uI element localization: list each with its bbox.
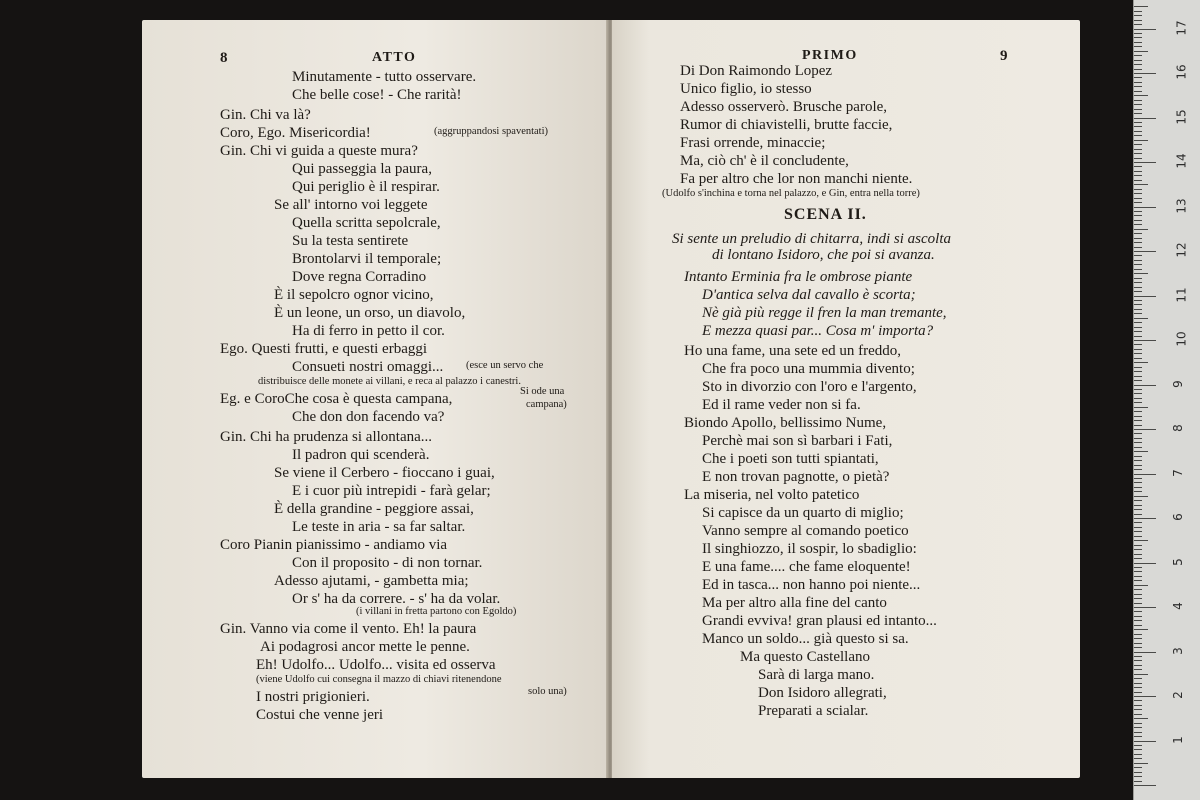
left-text-line: Se all' intorno voi leggete [274, 197, 428, 213]
ruler-tick [1134, 442, 1142, 443]
ruler-number: 14 [1174, 153, 1189, 169]
ruler-tick [1134, 491, 1142, 492]
ruler-tick [1134, 460, 1142, 461]
left-text-line: (viene Udolfo cui consegna il mazzo di chiavi ritenendone [256, 674, 502, 685]
ruler-tick [1134, 207, 1156, 208]
ruler-tick [1134, 215, 1142, 216]
left-text-line: (esce un servo che [466, 360, 544, 371]
ruler-tick [1134, 193, 1142, 194]
ruler-tick [1134, 514, 1142, 515]
ruler-tick [1134, 451, 1148, 452]
ruler-tick [1134, 474, 1156, 475]
ruler-tick [1134, 647, 1142, 648]
left-text-line: Gin. Chi vi guida a queste mura? [220, 143, 418, 159]
ruler-tick [1134, 763, 1148, 764]
ruler-tick [1134, 198, 1142, 199]
ruler-tick [1134, 309, 1142, 310]
right-text-line: Si sente un preludio di chitarra, indi si ascolta [672, 231, 952, 247]
ruler-tick [1134, 425, 1142, 426]
ruler-tick [1134, 11, 1142, 12]
ruler-tick [1134, 86, 1142, 87]
ruler-tick [1134, 55, 1142, 56]
ruler-tick [1134, 336, 1142, 337]
right-text-line: Che fra poco una mummia divento; [702, 361, 915, 377]
ruler-tick [1134, 527, 1142, 528]
ruler-tick [1134, 77, 1142, 78]
right-text-line: Vanno sempre al comando poetico [702, 523, 909, 539]
ruler-number: 5 [1170, 557, 1185, 566]
ruler-tick [1134, 104, 1142, 105]
right-text-line: E una fame.... che fame eloquente! [702, 559, 911, 575]
ruler-tick [1134, 304, 1142, 305]
ruler-number: 13 [1174, 197, 1189, 214]
ruler-tick [1134, 322, 1142, 323]
right-text-line: di lontano Isidoro, che poi si avanza. [712, 247, 935, 263]
ruler-tick [1134, 140, 1148, 141]
right-text-line: D'antica selva dal cavallo è scorta; [702, 287, 916, 303]
ruler-tick [1134, 29, 1156, 30]
ruler-tick [1134, 60, 1142, 61]
measuring-ruler [1133, 0, 1200, 800]
ruler-tick [1134, 393, 1142, 394]
left-text-line: Gin. Chi ha prudenza si allontana... [220, 429, 433, 445]
ruler-tick [1134, 536, 1142, 537]
ruler-tick [1134, 482, 1142, 483]
scene-title: SCENA II. [784, 206, 867, 223]
ruler-tick [1134, 100, 1142, 101]
left-text-line: Ego. Questi frutti, e questi erbaggi [220, 341, 428, 357]
ruler-tick [1134, 781, 1142, 782]
right-text-line: Grandi evviva! gran plausi ed intanto... [702, 613, 937, 629]
ruler-tick [1134, 669, 1142, 670]
ruler-tick [1134, 269, 1142, 270]
ruler-tick [1134, 189, 1142, 190]
ruler-tick [1134, 545, 1142, 546]
left-text-line: Il padron qui scenderà. [292, 447, 430, 463]
ruler-tick [1134, 42, 1142, 43]
left-text-line: Adesso ajutami, - gambetta mia; [274, 573, 469, 589]
ruler-number: 10 [1174, 331, 1189, 347]
ruler-tick [1134, 113, 1142, 114]
ruler-tick [1134, 313, 1142, 314]
ruler-tick [1134, 505, 1142, 506]
ruler-tick [1134, 149, 1142, 150]
right-text-line: Frasi orrende, minaccie; [680, 135, 826, 151]
ruler-tick [1134, 754, 1142, 755]
left-text-line: Minutamente - tutto osservare. [292, 69, 477, 85]
ruler-number: 4 [1170, 602, 1185, 610]
ruler-tick [1134, 73, 1156, 74]
left-text-line: Consueti nostri omaggi... [292, 359, 444, 375]
ruler-tick [1134, 549, 1142, 550]
ruler-tick [1134, 144, 1142, 145]
left-text-line: (aggruppandosi spaventati) [434, 126, 549, 137]
left-text-line: (i villani in fretta partono con Egoldo) [356, 606, 517, 617]
ruler-tick [1134, 300, 1142, 301]
left-text-line: E i cuor più intrepidi - farà gelar; [292, 483, 491, 499]
ruler-tick [1134, 429, 1156, 430]
ruler-tick [1134, 598, 1142, 599]
ruler-number: 17 [1174, 19, 1189, 36]
right-text-line: Ed il rame veder non si fa. [702, 397, 861, 413]
left-text-line: Se viene il Cerbero - fioccano i guai, [274, 465, 495, 481]
left-text-line: Dove regna Corradino [292, 269, 427, 285]
left-text-line: Si ode una [520, 386, 565, 397]
ruler-tick [1134, 282, 1142, 283]
left-text-line: campana) [526, 399, 567, 410]
ruler-tick [1134, 367, 1142, 368]
left-text-line: Le teste in aria - sa far saltar. [292, 519, 466, 535]
ruler-tick [1134, 758, 1142, 759]
ruler-tick [1134, 611, 1142, 612]
ruler-tick [1134, 166, 1142, 167]
ruler-tick [1134, 727, 1142, 728]
ruler-tick [1134, 260, 1142, 261]
ruler-tick [1134, 91, 1142, 92]
ruler-tick [1134, 554, 1142, 555]
left-text-line: Con il proposito - di non tornar. [292, 555, 483, 571]
ruler-tick [1134, 6, 1148, 7]
ruler-tick [1134, 278, 1142, 279]
left-text-line: Eh! Udolfo... Udolfo... visita ed osserva [256, 657, 496, 673]
right-text-line: Rumor di chiavistelli, brutte faccie, [680, 117, 893, 133]
ruler-tick [1134, 180, 1142, 181]
right-text-line: Sto in divorzio con l'oro e l'argento, [702, 379, 917, 395]
ruler-number: 15 [1174, 108, 1189, 125]
ruler-tick [1134, 749, 1142, 750]
ruler-tick [1134, 433, 1142, 434]
ruler-tick [1134, 625, 1142, 626]
ruler-tick [1134, 318, 1148, 319]
ruler-tick [1134, 531, 1142, 532]
ruler-tick [1134, 37, 1142, 38]
ruler-tick [1134, 741, 1156, 742]
left-text-line: Gin. Vanno via come il vento. Eh! la paura [220, 621, 477, 637]
ruler-tick [1134, 692, 1142, 693]
left-text-line: Coro Pianin pianissimo - andiamo via [220, 537, 448, 553]
ruler-number: 6 [1170, 513, 1185, 521]
ruler-tick [1134, 500, 1142, 501]
right-text-line: Biondo Apollo, bellissimo Nume, [684, 415, 887, 431]
right-text-line: Fa per altro che lor non manchi niente. [680, 171, 913, 187]
right-text-line: Adesso osserverò. Brusche parole, [680, 99, 888, 115]
left-text-line: Quella scritta sepolcrale, [292, 215, 441, 231]
ruler-tick [1134, 656, 1142, 657]
ruler-tick [1134, 776, 1142, 777]
right-text-line: Ma per altro alla fine del canto [702, 595, 887, 611]
ruler-tick [1134, 69, 1142, 70]
ruler-tick [1134, 398, 1142, 399]
ruler-tick [1134, 402, 1142, 403]
ruler-tick [1134, 371, 1142, 372]
left-text-line: Gin. Chi va là? [220, 107, 311, 123]
ruler-tick [1134, 438, 1142, 439]
right-text-line: Ma, ciò ch' è il concludente, [680, 153, 849, 169]
left-text-line: Ai podagrosi ancor mette le penne. [260, 639, 470, 655]
right-text-line: Perchè mai son sì barbari i Fati, [702, 433, 893, 449]
ruler-tick [1134, 732, 1142, 733]
ruler-tick [1134, 522, 1142, 523]
ruler-tick [1134, 109, 1142, 110]
ruler-tick [1134, 287, 1142, 288]
left-text-line: Coro, Ego. Misericordia! [220, 125, 371, 141]
ruler-tick [1134, 122, 1142, 123]
ruler-tick [1134, 211, 1142, 212]
ruler-tick [1134, 687, 1142, 688]
left-text-line: Brontolarvi il temporale; [292, 251, 442, 267]
ruler-tick [1134, 331, 1142, 332]
ruler-tick [1134, 465, 1142, 466]
right-text-line: Si capisce da un quarto di miglio; [702, 505, 904, 521]
ruler-tick [1134, 224, 1142, 225]
ruler-tick [1134, 380, 1142, 381]
ruler-number: 16 [1174, 64, 1189, 80]
right-text-line: Di Don Raimondo Lopez [680, 63, 833, 79]
ruler-tick [1134, 46, 1142, 47]
ruler-tick [1134, 665, 1142, 666]
ruler-tick [1134, 389, 1142, 390]
ruler-tick [1134, 291, 1142, 292]
ruler-tick [1134, 358, 1142, 359]
ruler-tick [1134, 709, 1142, 710]
ruler-tick [1134, 229, 1148, 230]
ruler-tick [1134, 340, 1156, 341]
right-text-line: E mezza quasi par... Cosa m' importa? [702, 323, 934, 339]
ruler-tick [1134, 629, 1148, 630]
left-text-line: È il sepolcro ognor vicino, [274, 287, 434, 303]
ruler-tick [1134, 638, 1142, 639]
ruler-tick [1134, 487, 1142, 488]
ruler-tick [1134, 580, 1142, 581]
ruler-tick [1134, 296, 1156, 297]
ruler-tick [1134, 589, 1142, 590]
ruler-tick [1134, 82, 1142, 83]
right-text-line: Ho una fame, una sete ed un freddo, [684, 343, 902, 359]
ruler-tick [1134, 469, 1142, 470]
right-text-line: Don Isidoro allegrati, [758, 685, 887, 701]
ruler-tick [1134, 509, 1142, 510]
left-page [142, 20, 608, 778]
ruler-tick [1134, 64, 1142, 65]
ruler-tick [1134, 247, 1142, 248]
ruler-tick [1134, 202, 1142, 203]
right-text-line: Unico figlio, io stesso [680, 81, 812, 97]
right-text-line: Il singhiozzo, il sospir, lo sbadiglio: [702, 541, 917, 557]
ruler-tick [1134, 15, 1142, 16]
left-text-line: solo una) [528, 686, 567, 697]
ruler-tick [1134, 51, 1148, 52]
left-text-line: Ha di ferro in petto il cor. [292, 323, 445, 339]
ruler-tick [1134, 576, 1142, 577]
ruler-tick [1134, 478, 1142, 479]
ruler-tick [1134, 607, 1156, 608]
left-text-line: Eg. e CoroChe cosa è questa campana, [220, 391, 453, 407]
ruler-tick [1134, 251, 1156, 252]
running-head-left: ATTO [372, 50, 417, 65]
ruler-tick [1134, 652, 1156, 653]
ruler-number: 1 [1170, 735, 1185, 744]
ruler-tick [1134, 20, 1142, 21]
page-number-left: 8 [220, 50, 228, 66]
ruler-tick [1134, 660, 1142, 661]
ruler-tick [1134, 327, 1142, 328]
ruler-tick [1134, 678, 1142, 679]
left-text-line: Qui periglio è il respirar. [292, 179, 440, 195]
ruler-tick [1134, 175, 1142, 176]
ruler-tick [1134, 772, 1142, 773]
ruler-tick [1134, 696, 1156, 697]
ruler-number: 3 [1170, 646, 1185, 655]
ruler-tick [1134, 603, 1142, 604]
right-text-line: Intanto Erminia fra le ombrose piante [684, 269, 913, 285]
ruler-tick [1134, 567, 1142, 568]
left-text-line: Or s' ha da correre. - s' ha da volar. [292, 591, 501, 607]
left-text-line: Qui passeggia la paura, [292, 161, 432, 177]
right-page [612, 20, 1080, 778]
ruler-tick [1134, 242, 1142, 243]
ruler-tick [1134, 385, 1156, 386]
ruler-tick [1134, 416, 1142, 417]
ruler-tick [1134, 158, 1142, 159]
ruler-tick [1134, 184, 1148, 185]
ruler-tick [1134, 683, 1142, 684]
ruler-tick [1134, 785, 1156, 786]
ruler-tick [1134, 736, 1142, 737]
right-text-line: Ma questo Castellano [740, 649, 870, 665]
ruler-tick [1134, 255, 1142, 256]
right-text-line: La miseria, nel volto patetico [684, 487, 860, 503]
right-text-line: E non trovan pagnotte, o pietà? [702, 469, 890, 485]
ruler-tick [1134, 745, 1142, 746]
ruler-tick [1134, 585, 1148, 586]
ruler-tick [1134, 594, 1142, 595]
ruler-tick [1134, 616, 1142, 617]
right-text-line: Sarà di larga mano. [758, 667, 875, 683]
ruler-tick [1134, 447, 1142, 448]
left-text-line: Che don don facendo va? [292, 409, 445, 425]
ruler-tick [1134, 349, 1142, 350]
ruler-tick [1134, 634, 1142, 635]
left-text-line: È un leone, un orso, un diavolo, [274, 305, 466, 321]
right-text-line: Manco un soldo... già questo si sa. [702, 631, 909, 647]
ruler-tick [1134, 420, 1142, 421]
ruler-tick [1134, 362, 1148, 363]
ruler-tick [1134, 171, 1142, 172]
ruler-number: 11 [1174, 286, 1189, 303]
ruler-tick [1134, 407, 1148, 408]
ruler-tick [1134, 456, 1142, 457]
ruler-tick [1134, 135, 1142, 136]
ruler-tick [1134, 264, 1142, 265]
ruler-tick [1134, 33, 1142, 34]
ruler-tick [1134, 563, 1156, 564]
ruler-tick [1134, 723, 1142, 724]
ruler-tick [1134, 220, 1142, 221]
ruler-tick [1134, 131, 1142, 132]
ruler-number: 9 [1170, 379, 1185, 388]
ruler-tick [1134, 95, 1148, 96]
ruler-tick [1134, 767, 1142, 768]
running-head-right: PRIMO [802, 48, 858, 63]
ruler-tick [1134, 700, 1142, 701]
ruler-number: 2 [1170, 691, 1185, 699]
left-text-line: distribuisce delle monete ai villani, e reca al palazzo i canestri. [258, 376, 521, 387]
ruler-tick [1134, 162, 1156, 163]
open-book [142, 20, 1080, 778]
ruler-tick [1134, 411, 1142, 412]
ruler-tick [1134, 376, 1142, 377]
ruler-tick [1134, 714, 1142, 715]
left-text-line: I nostri prigionieri. [256, 689, 370, 705]
ruler-tick [1134, 273, 1148, 274]
ruler-tick [1134, 540, 1148, 541]
right-text-line: (Udolfo s'inchina e torna nel palazzo, e Gin, entra nella torre) [662, 188, 920, 199]
ruler-tick [1134, 643, 1142, 644]
ruler-tick [1134, 571, 1142, 572]
ruler-tick [1134, 558, 1142, 559]
ruler-tick [1134, 118, 1156, 119]
ruler-tick [1134, 518, 1156, 519]
ruler-tick [1134, 24, 1142, 25]
ruler-tick [1134, 620, 1142, 621]
left-text-line: Su la testa sentirete [292, 233, 409, 249]
ruler-tick [1134, 674, 1148, 675]
ruler-number: 8 [1170, 424, 1185, 432]
right-text-line: Che i poeti son tutti spiantati, [702, 451, 879, 467]
ruler-tick [1134, 126, 1142, 127]
ruler-number: 12 [1174, 242, 1189, 258]
ruler-tick [1134, 718, 1148, 719]
left-text-line: Costui che venne jeri [256, 707, 384, 723]
ruler-tick [1134, 353, 1142, 354]
ruler-tick [1134, 153, 1142, 154]
ruler-tick [1134, 705, 1142, 706]
left-text-line: È della grandine - peggiore assai, [274, 501, 474, 517]
right-text-line: Ed in tasca... non hanno poi niente... [702, 577, 921, 593]
ruler-tick [1134, 344, 1142, 345]
left-text-line: Che belle cose! - Che rarità! [292, 87, 462, 103]
ruler-tick [1134, 496, 1148, 497]
right-text-line: Preparati a scialar. [758, 703, 869, 719]
page-number-right: 9 [1000, 48, 1008, 64]
ruler-tick [1134, 233, 1142, 234]
ruler-number: 7 [1170, 468, 1185, 477]
ruler-tick [1134, 238, 1142, 239]
right-text-line: Nè già più regge il fren la man tremante, [702, 305, 947, 321]
